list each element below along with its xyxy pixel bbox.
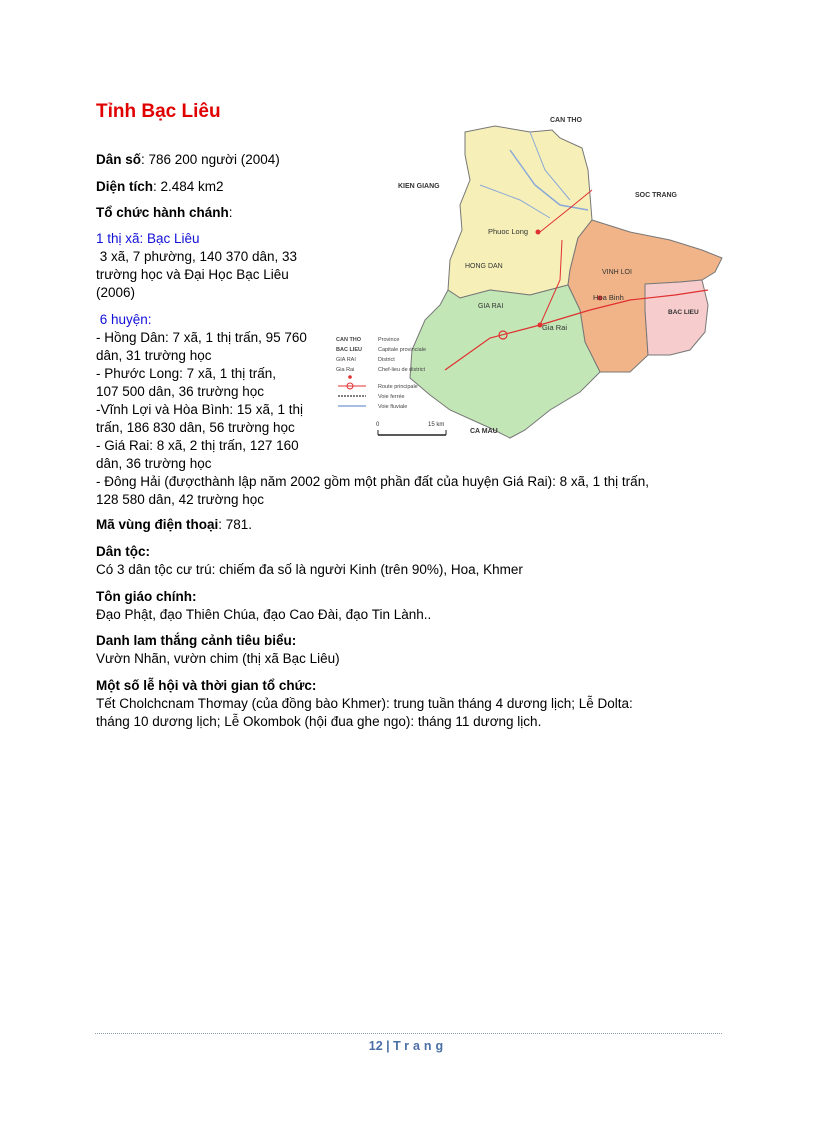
legend-key: GIA RAI [336,357,356,363]
map-label-bac-lieu: BAC LIEU [668,309,699,316]
legend-key: BAC LIEU [336,347,362,353]
religion-text: Đạo Phật, đạo Thiên Chúa, đạo Cao Đài, đạo Tin Lành.. [96,607,432,622]
map-label-gia-rai-district: GIA RAI [478,303,504,310]
landmarks-label: Danh lam thắng cảnh tiêu biểu: [96,633,297,648]
town-heading: 1 thị xã: Bạc Liêu [96,231,200,246]
area-label: Diện tích [96,179,154,194]
district-line: dân, 31 trường học [96,348,212,363]
map-label-hoa-binh: Hoa Binh [593,293,624,302]
map-label-can-tho: CAN THO [550,117,582,124]
region-gia-rai [410,285,600,438]
population [96,151,280,169]
legend-desc: Route principale [378,384,418,390]
district-line: - Hồng Dân: 7 xã, 1 thị trấn, 95 760 [96,330,307,345]
footer-word: Trang [393,1039,448,1053]
map-label-gia-rai-town: Gia Rai [542,323,568,332]
province-map [330,110,725,440]
festivals-label: Một số lễ hội và thời gian tổ chức: [96,678,317,693]
phone-code [96,516,252,534]
district-line: - Phước Long: 7 xã, 1 thị trấn, [96,366,276,381]
phone-label: Mã vùng điện thoại [96,517,219,532]
town-dot-phuoc-long [536,230,541,235]
map-label-vinh-loi: VINH LOI [602,269,632,276]
festivals-line: tháng 10 dương lịch; Lễ Okombok (hội đua ghe ngo): tháng 11 dương lịch. [96,714,542,729]
footer-divider [95,1033,722,1034]
legend-desc: Province [378,337,400,343]
dong-hai-line: 128 580 dân, 42 trường học [96,492,265,507]
legend-key: CAN THO [336,337,362,343]
town-line: 3 xã, 7 phường, 140 370 dân, 33 [96,249,298,264]
map-label-soc-trang: SOC TRANG [635,192,677,199]
footer-separator: | [382,1039,394,1053]
festivals-line: Tết Cholchcnam Thơmay (của đồng bào Khmer): trung tuần tháng 4 dương lịch; Lễ Dolta: [96,696,633,711]
page-number: 12 [368,1039,383,1053]
district-line: -Vĩnh Lợi và Hòa Bình: 15 xã, 1 thị [96,402,303,417]
town-block [96,230,297,302]
legend-desc: Capitale provinciale [378,347,426,353]
admin-suffix: : [228,205,233,220]
area [96,178,224,196]
map-label-ca-mau: CA MAU [470,428,498,435]
area-value: : 2.484 km2 [153,179,224,194]
ethnic-text: Có 3 dân tộc cư trú: chiếm đa số là người Kinh (trên 90%), Hoa, Khmer [96,562,523,577]
district-line: dân, 36 trường học [96,456,212,471]
festivals-section [96,677,633,731]
district-line: - Giá Rai: 8 xã, 2 thị trấn, 127 160 [96,438,299,453]
population-label: Dân số [96,152,142,167]
religion-section [96,588,431,624]
town-line: trường học và Đại Học Bạc Liêu [96,267,289,282]
scale-zero-label: 0 [376,422,380,428]
map-label-hong-dan: HONG DAN [465,263,503,270]
legend-key: Gia Rai [336,367,355,373]
admin-organization [96,204,233,222]
district-line: trấn, 186 830 dân, 56 trường học [96,420,295,435]
district-line: 107 500 dân, 36 trường học [96,384,265,399]
religion-label: Tôn giáo chính: [96,589,197,604]
map-label-phuoc-long: Phuoc Long [488,227,529,236]
page-footer [0,1039,816,1053]
legend-town-symbol [348,375,352,379]
page-title: Tỉnh Bạc Liêu [96,101,221,122]
map-label-kien-giang: KIEN GIANG [398,183,440,190]
landmarks-text: Vườn Nhãn, vườn chim (thị xã Bạc Liêu) [96,651,340,666]
phone-value: : 781. [218,517,253,532]
ethnic-label: Dân tộc: [96,544,150,559]
legend-desc: District [378,357,395,363]
legend-desc: Voie ferrée [378,394,405,400]
districts-heading: 6 huyện: [96,312,152,327]
landmarks-section [96,632,340,668]
legend-desc: Chef-lieu de district [378,367,426,373]
admin-label: Tổ chức hành chánh [96,205,229,220]
town-line: (2006) [96,285,136,300]
population-value: : 786 200 người (2004) [141,152,280,167]
dong-hai-line: - Đông Hải (đượcthành lập năm 2002 gồm một phần đất của huyện Giá Rai): 8 xã, 1 thị trấn, [96,474,649,489]
legend-desc: Voie fluviale [378,404,408,410]
scale-end-label: 15 km [428,422,445,428]
ethnic-section [96,543,523,579]
